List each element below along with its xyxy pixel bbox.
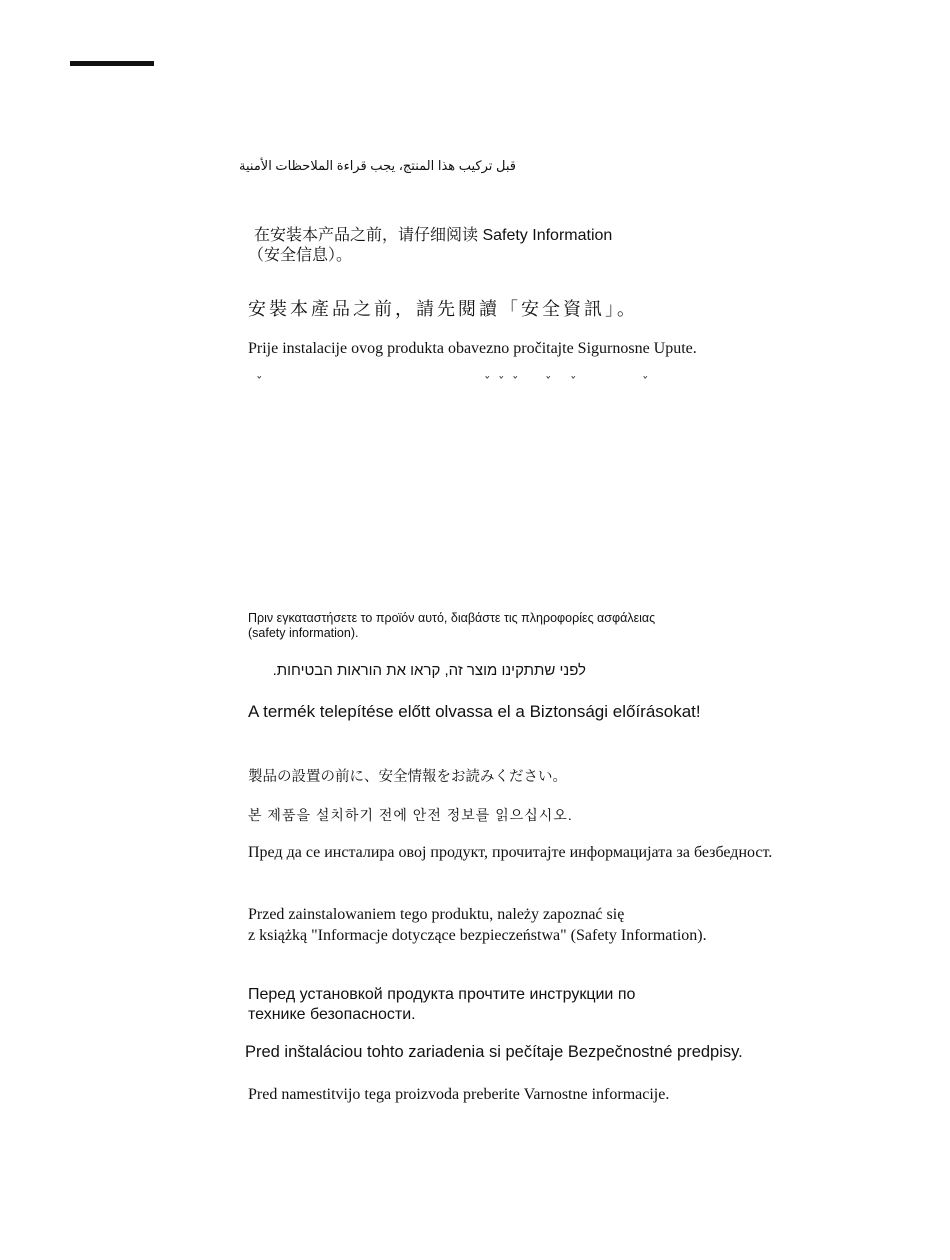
notice-slovenian: Pred namestitvijo tega proizvoda preberite Varnostne informacije.	[248, 1086, 670, 1103]
notice-slovak: Pred inštaláciou tohto zariadenia si pečítaje Bezpečnostné predpisy.	[245, 1043, 743, 1061]
notice-polish	[248, 904, 707, 946]
notice-polish-line1: Przed zainstalowaniem tego produktu, należy zapoznać się	[248, 906, 625, 923]
notice-hungarian: A termék telepítése előtt olvassa el a Biztonsági előírásokat!	[248, 702, 701, 721]
notice-greek-line2: (safety information).	[248, 626, 359, 640]
notice-japanese: 製品の設置の前に、安全情報をお読みください。	[248, 769, 567, 785]
notice-polish-line2: z książką "Informacje dotyczące bezpieczeństwa" (Safety Information).	[248, 927, 707, 944]
notice-macedonian: Пред да се инсталира овој продукт, прочитајте информацијата за безбедност.	[248, 844, 773, 861]
notice-russian-line2: технике безопасности.	[248, 1006, 416, 1023]
notice-chinese-simplified	[248, 226, 612, 266]
notice-russian-line1: Перед установкой продукта прочтите инструкции по	[248, 986, 636, 1003]
notice-chinese-traditional: 安裝本產品之前，請先閱讀「安全資訊」。	[248, 299, 638, 319]
notice-hebrew: לפני שתתקינו מוצר זה, קראו את הוראות הבטיחות.	[272, 662, 586, 679]
notice-greek-line1: Πριν εγκαταστήσετε το προϊόν αυτό, διαβάστε τις πληροφορίες ασφάλειας	[248, 611, 656, 625]
notice-croatian: Prije instalacije ovog produkta obavezno pročitajte Sigurnosne Upute.	[248, 340, 697, 357]
notice-chinese-simplified-line2: （安全信息）。	[248, 247, 353, 264]
header-rule	[70, 61, 154, 66]
notice-korean: 본 제품을 설치하기 전에 안전 정보를 읽으십시오.	[248, 807, 573, 823]
notice-russian	[248, 985, 635, 1025]
notice-arabic: قبل تركيب هذا المنتج، يجب قراءة الملاحظات الأمنية	[239, 158, 516, 173]
notice-chinese-simplified-line1: 在安装本产品之前，请仔细阅读 Safety Information	[254, 227, 613, 244]
notice-greek	[248, 611, 655, 641]
czech-accent-marks: ˇ ˇ ˇ ˇ ˇ ˇ ˇ	[256, 376, 649, 391]
